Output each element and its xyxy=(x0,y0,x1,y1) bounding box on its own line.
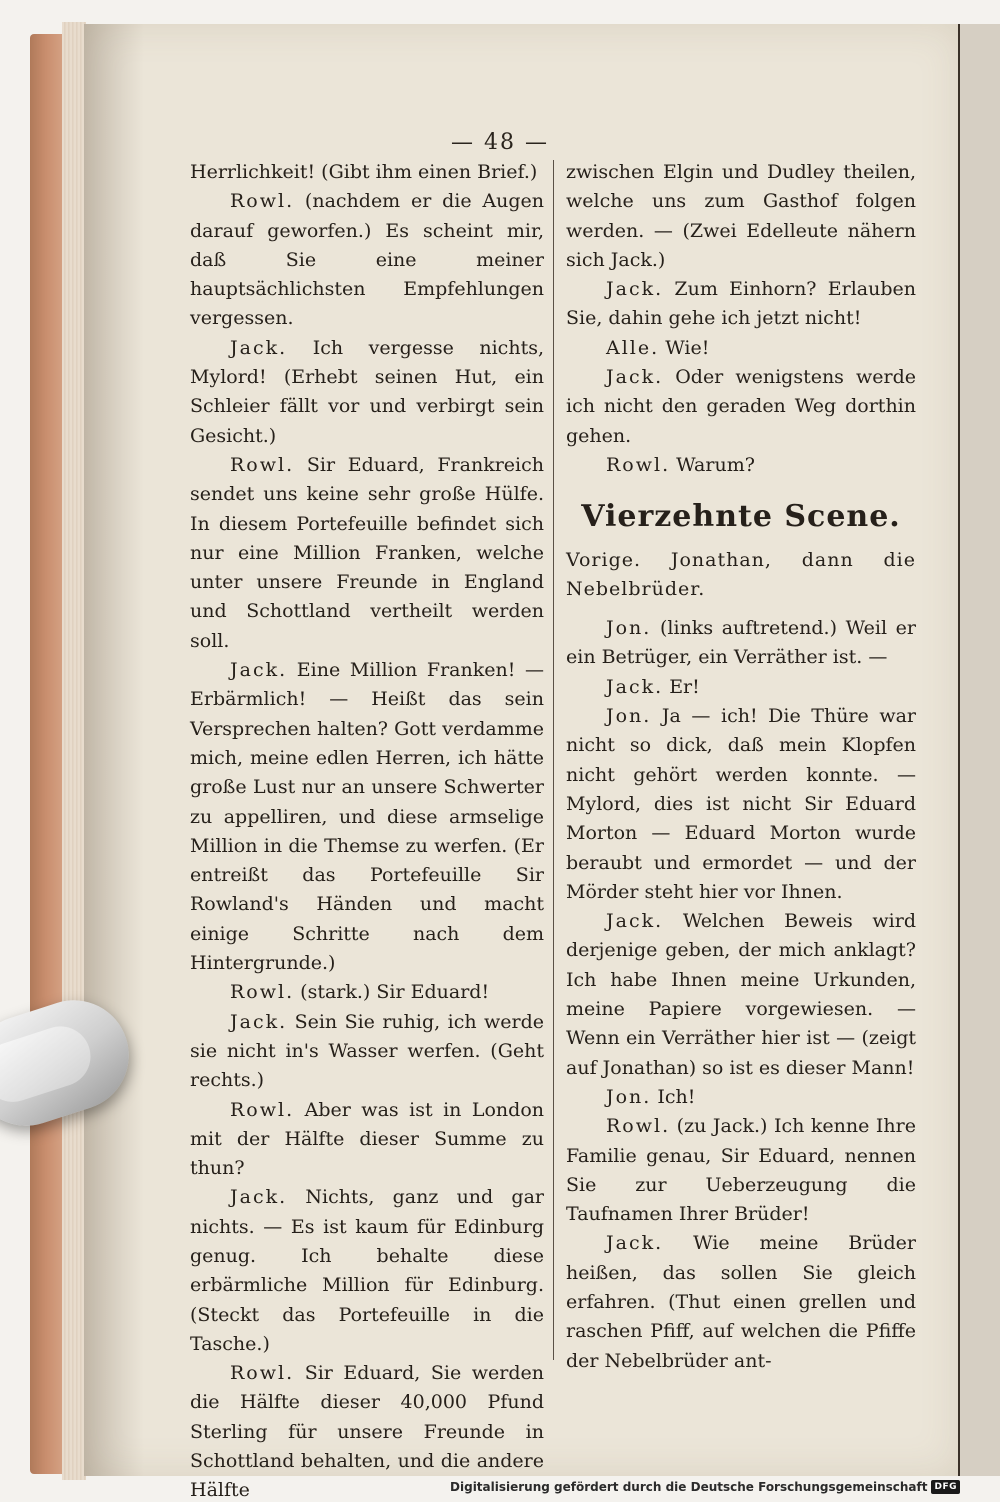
speaker-name: Rowl. xyxy=(230,981,295,1004)
dialogue-paragraph xyxy=(566,673,916,702)
speaker-name: Rowl. xyxy=(230,1362,295,1385)
dialogue-paragraph xyxy=(566,363,916,451)
dialogue-paragraph xyxy=(190,656,544,978)
dialogue-text: Ich! xyxy=(657,1085,696,1108)
dialogue-text: Oder wenigstens werde ich nicht den geraden Weg dorthin gehen. xyxy=(566,366,916,447)
left-text-column xyxy=(190,158,544,1502)
right-text-column xyxy=(566,158,916,1376)
dialogue-text: (stark.) Sir Eduard! xyxy=(300,981,490,1004)
dialogue-paragraph xyxy=(566,1083,916,1112)
dialogue-text: Herrlichkeit! (Gibt ihm einen Brief.) xyxy=(190,161,538,183)
speaker-name: Rowl. xyxy=(606,1115,671,1138)
dialogue-text: Sir Eduard, Sie werden die Hälfte dieser 40,000 Pfund Sterling für unsere Freunde in Schottland behalten, und die andere Hälfte xyxy=(190,1362,544,1502)
dialogue-text: (zu Jack.) Ich kenne Ihre Familie genau, Sir Eduard, nennen Sie zur Ueberzeugung die Taufnamen Ihrer Brüder! xyxy=(566,1115,916,1226)
speaker-name: Jack. xyxy=(230,1186,288,1209)
dialogue-paragraph xyxy=(566,702,916,907)
page-number: — 48 — xyxy=(451,130,549,155)
dialogue-text: Sein Sie ruhig, ich werde sie nicht in's Wasser werfen. (Geht rechts.) xyxy=(190,1010,544,1092)
speaker-name: Rowl. xyxy=(230,1098,295,1121)
scene-characters: Vorige. Jonathan, dann die Nebelbrüder. xyxy=(566,548,916,600)
speaker-name: Jack. xyxy=(606,366,664,389)
dialogue-text: Wie! xyxy=(665,336,710,359)
speaker-name: Jon. xyxy=(606,617,652,640)
dialogue-paragraph xyxy=(190,1183,544,1359)
dialogue-paragraph xyxy=(566,614,916,673)
dialogue-text: zwischen Elgin und Dudley theilen, welche uns zum Gasthof folgen werden. — (Zwei Edelleute nähern sich Jack.) xyxy=(566,161,916,271)
speaker-name: Jack. xyxy=(230,1010,288,1033)
dialogue-paragraph xyxy=(566,907,916,1083)
speaker-name: Jack. xyxy=(606,910,664,933)
dialogue-text: Ich vergesse nichts, Mylord! (Erhebt seinen Hut, ein Schleier fällt vor und verbirgt sein Gesicht.) xyxy=(190,336,544,447)
speaker-name: Jack. xyxy=(606,278,664,301)
dialogue-paragraph xyxy=(566,1229,916,1375)
dialogue-paragraph xyxy=(566,275,916,334)
speaker-name: Rowl. xyxy=(230,453,295,476)
dialogue-paragraph xyxy=(566,158,916,275)
dialogue-paragraph xyxy=(566,451,916,480)
dialogue-paragraph xyxy=(190,978,544,1007)
dialogue-text: Ja — ich! Die Thüre war nicht so dick, daß mein Klopfen nicht gehört werden konnte. — Mylord, dies ist nicht Sir Eduard Morton — Eduard Morton wurde beraubt und ermordet — und der Mörder steht hier vor Ihnen. xyxy=(566,705,916,903)
speaker-name: Jack. xyxy=(230,336,288,359)
dialogue-paragraph xyxy=(190,1096,544,1184)
speaker-name: Jon. xyxy=(606,705,652,728)
gutter-shadow xyxy=(84,24,144,1476)
page-stack-edge xyxy=(62,22,86,1480)
next-page-edge xyxy=(960,24,1000,1476)
dialogue-text: Aber was ist in London mit der Hälfte dieser Summe zu thun? xyxy=(190,1098,544,1180)
scene-title: Vierzehnte Scene. xyxy=(581,499,901,535)
speaker-name: Jack. xyxy=(606,675,664,698)
credit-text: Digitalisierung gefördert durch die Deutsche Forschungsgemeinschaft xyxy=(450,1480,928,1494)
dialogue-paragraph xyxy=(190,1008,544,1096)
dialogue-text: (nachdem er die Augen darauf geworfen.) Es scheint mir, daß Sie eine meiner hauptsächlichsten Empfehlungen vergessen. xyxy=(190,190,544,330)
speaker-name: Alle. xyxy=(606,336,660,359)
dialogue-text: Sir Eduard, Frankreich sendet uns keine sehr große Hülfe. In diesem Portefeuille befindet sich nur eine Million Franken, welche unter unsere Freunde in England und Schottland vertheilt werden soll. xyxy=(190,453,544,652)
dialogue-text: Eine Million Franken! — Erbärmlich! — Heißt das sein Versprechen halten? Gott verdamme mich, meine edlen Herren, ich hätte große Lust nur an unsere Schwerter zu appelliren, und diese armselige Million in die Themse zu werfen. (Er entreißt das Portefeuille Sir Rowland's Händen und macht einige Schritte nach dem Hintergrunde.) xyxy=(190,659,544,975)
dialogue-text: Er! xyxy=(669,675,700,698)
dialogue-text: (links auftretend.) Weil er ein Betrüger, ein Verräther ist. — xyxy=(566,617,916,669)
right-column-top xyxy=(566,158,916,480)
column-divider xyxy=(553,160,554,1360)
dialogue-text: Warum? xyxy=(676,453,755,476)
dialogue-paragraph xyxy=(190,451,544,656)
speaker-name: Jack. xyxy=(606,1232,664,1255)
page-clip-highlight xyxy=(0,1019,98,1110)
dialogue-paragraph xyxy=(190,158,544,187)
dfg-logo: DFG xyxy=(931,1480,960,1494)
speaker-name: Rowl. xyxy=(230,190,295,213)
dialogue-paragraph xyxy=(566,1112,916,1229)
speaker-name: Rowl. xyxy=(606,453,671,476)
speaker-name: Jack. xyxy=(230,659,288,682)
speaker-name: Jon. xyxy=(606,1085,652,1108)
digitization-credit xyxy=(450,1480,960,1494)
dialogue-paragraph xyxy=(190,187,544,333)
right-column-bottom xyxy=(566,614,916,1376)
dialogue-paragraph xyxy=(190,334,544,451)
dialogue-text: Nichts, ganz und gar nichts. — Es ist kaum für Edinburg genug. Ich behalte diese erbärmliche Million für Edinburg. (Steckt das Portefeuille in die Tasche.) xyxy=(190,1186,544,1355)
dialogue-text: Wie meine Brüder heißen, das sollen Sie gleich erfahren. (Thut einen grellen und raschen Pfiff, auf welchen die Pfiffe der Nebelbrüder ant- xyxy=(566,1232,916,1372)
dialogue-text: Welchen Beweis wird derjenige geben, der mich anklagt? Ich habe Ihnen meine Urkunden, meine Papiere vorgewiesen. — Wenn ein Verräther hier ist — (zeigt auf Jonathan) so ist es dieser Mann! xyxy=(566,910,916,1079)
dialogue-paragraph xyxy=(566,334,916,363)
dialogue-text: Zum Einhorn? Erlauben Sie, dahin gehe ich jetzt nicht! xyxy=(566,278,916,330)
